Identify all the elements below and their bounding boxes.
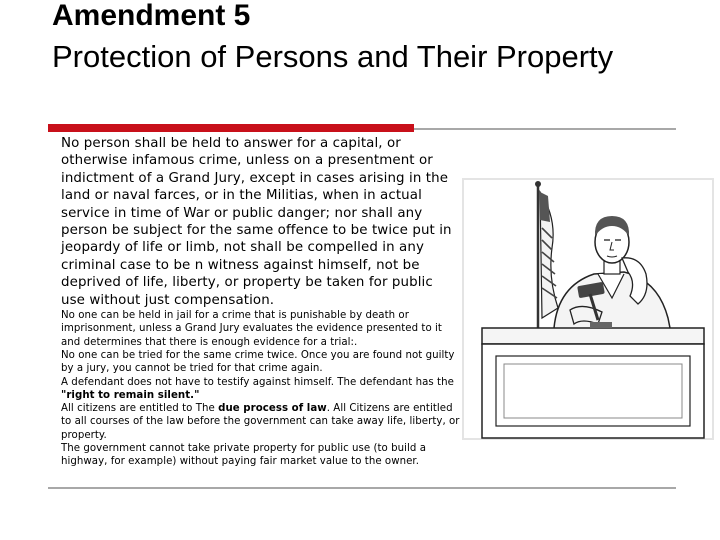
note-double-jeopardy: No one can be tried for the same crime twice. Once you are found not guilty by a jury, you cannot be tried for that crime again. — [61, 349, 455, 375]
amendment-text: No person shall be held to answer for a capital, or otherwise infamous crime, unless on a presentment or indictment of a Grand Jury, except in cases arising in the land or naval farces, or in the Militias, when in actual service in time of War or public danger; nor shall any person be subject for the same offence to be twice put in jeopardy of life or limb, not shall be compelled in any criminal case to be n witness against himself, not be deprived of life, liberty, or property be taken for public use without just compensation. — [61, 136, 452, 308]
note-grand-jury: No one can be held in jail for a crime that is punishable by death or imprisonment, unless a Grand Jury evaluates the evidence presented to it and determines that there is enough evidence for a trial:. — [61, 310, 442, 348]
title-amendment: Amendment 5 — [52, 0, 251, 32]
note-self-incrimination — [61, 376, 461, 403]
note-due-process — [61, 402, 461, 442]
note-text: . All Citizens are entitled to all courses of the law before the government can take away life, liberty, or property. — [61, 403, 460, 441]
bottom-rule — [48, 487, 676, 489]
body-text — [61, 135, 461, 469]
note-eminent-domain: The government cannot take private property for public use (to build a highway, for example) without paying fair market value to the owner. — [61, 443, 427, 468]
note-text: A defendant does not have to testify against himself. The defendant has the — [61, 376, 454, 388]
divider-rule — [414, 128, 676, 130]
accent-rule — [48, 124, 414, 132]
judge-illustration — [462, 178, 714, 440]
note-text: All citizens are entitled to The — [61, 403, 219, 415]
title-subtitle: Protection of Persons and Their Property — [52, 39, 614, 74]
note-bold-term: "right to remain silent." — [61, 389, 200, 401]
note-bold-term: due process of law — [218, 403, 327, 415]
